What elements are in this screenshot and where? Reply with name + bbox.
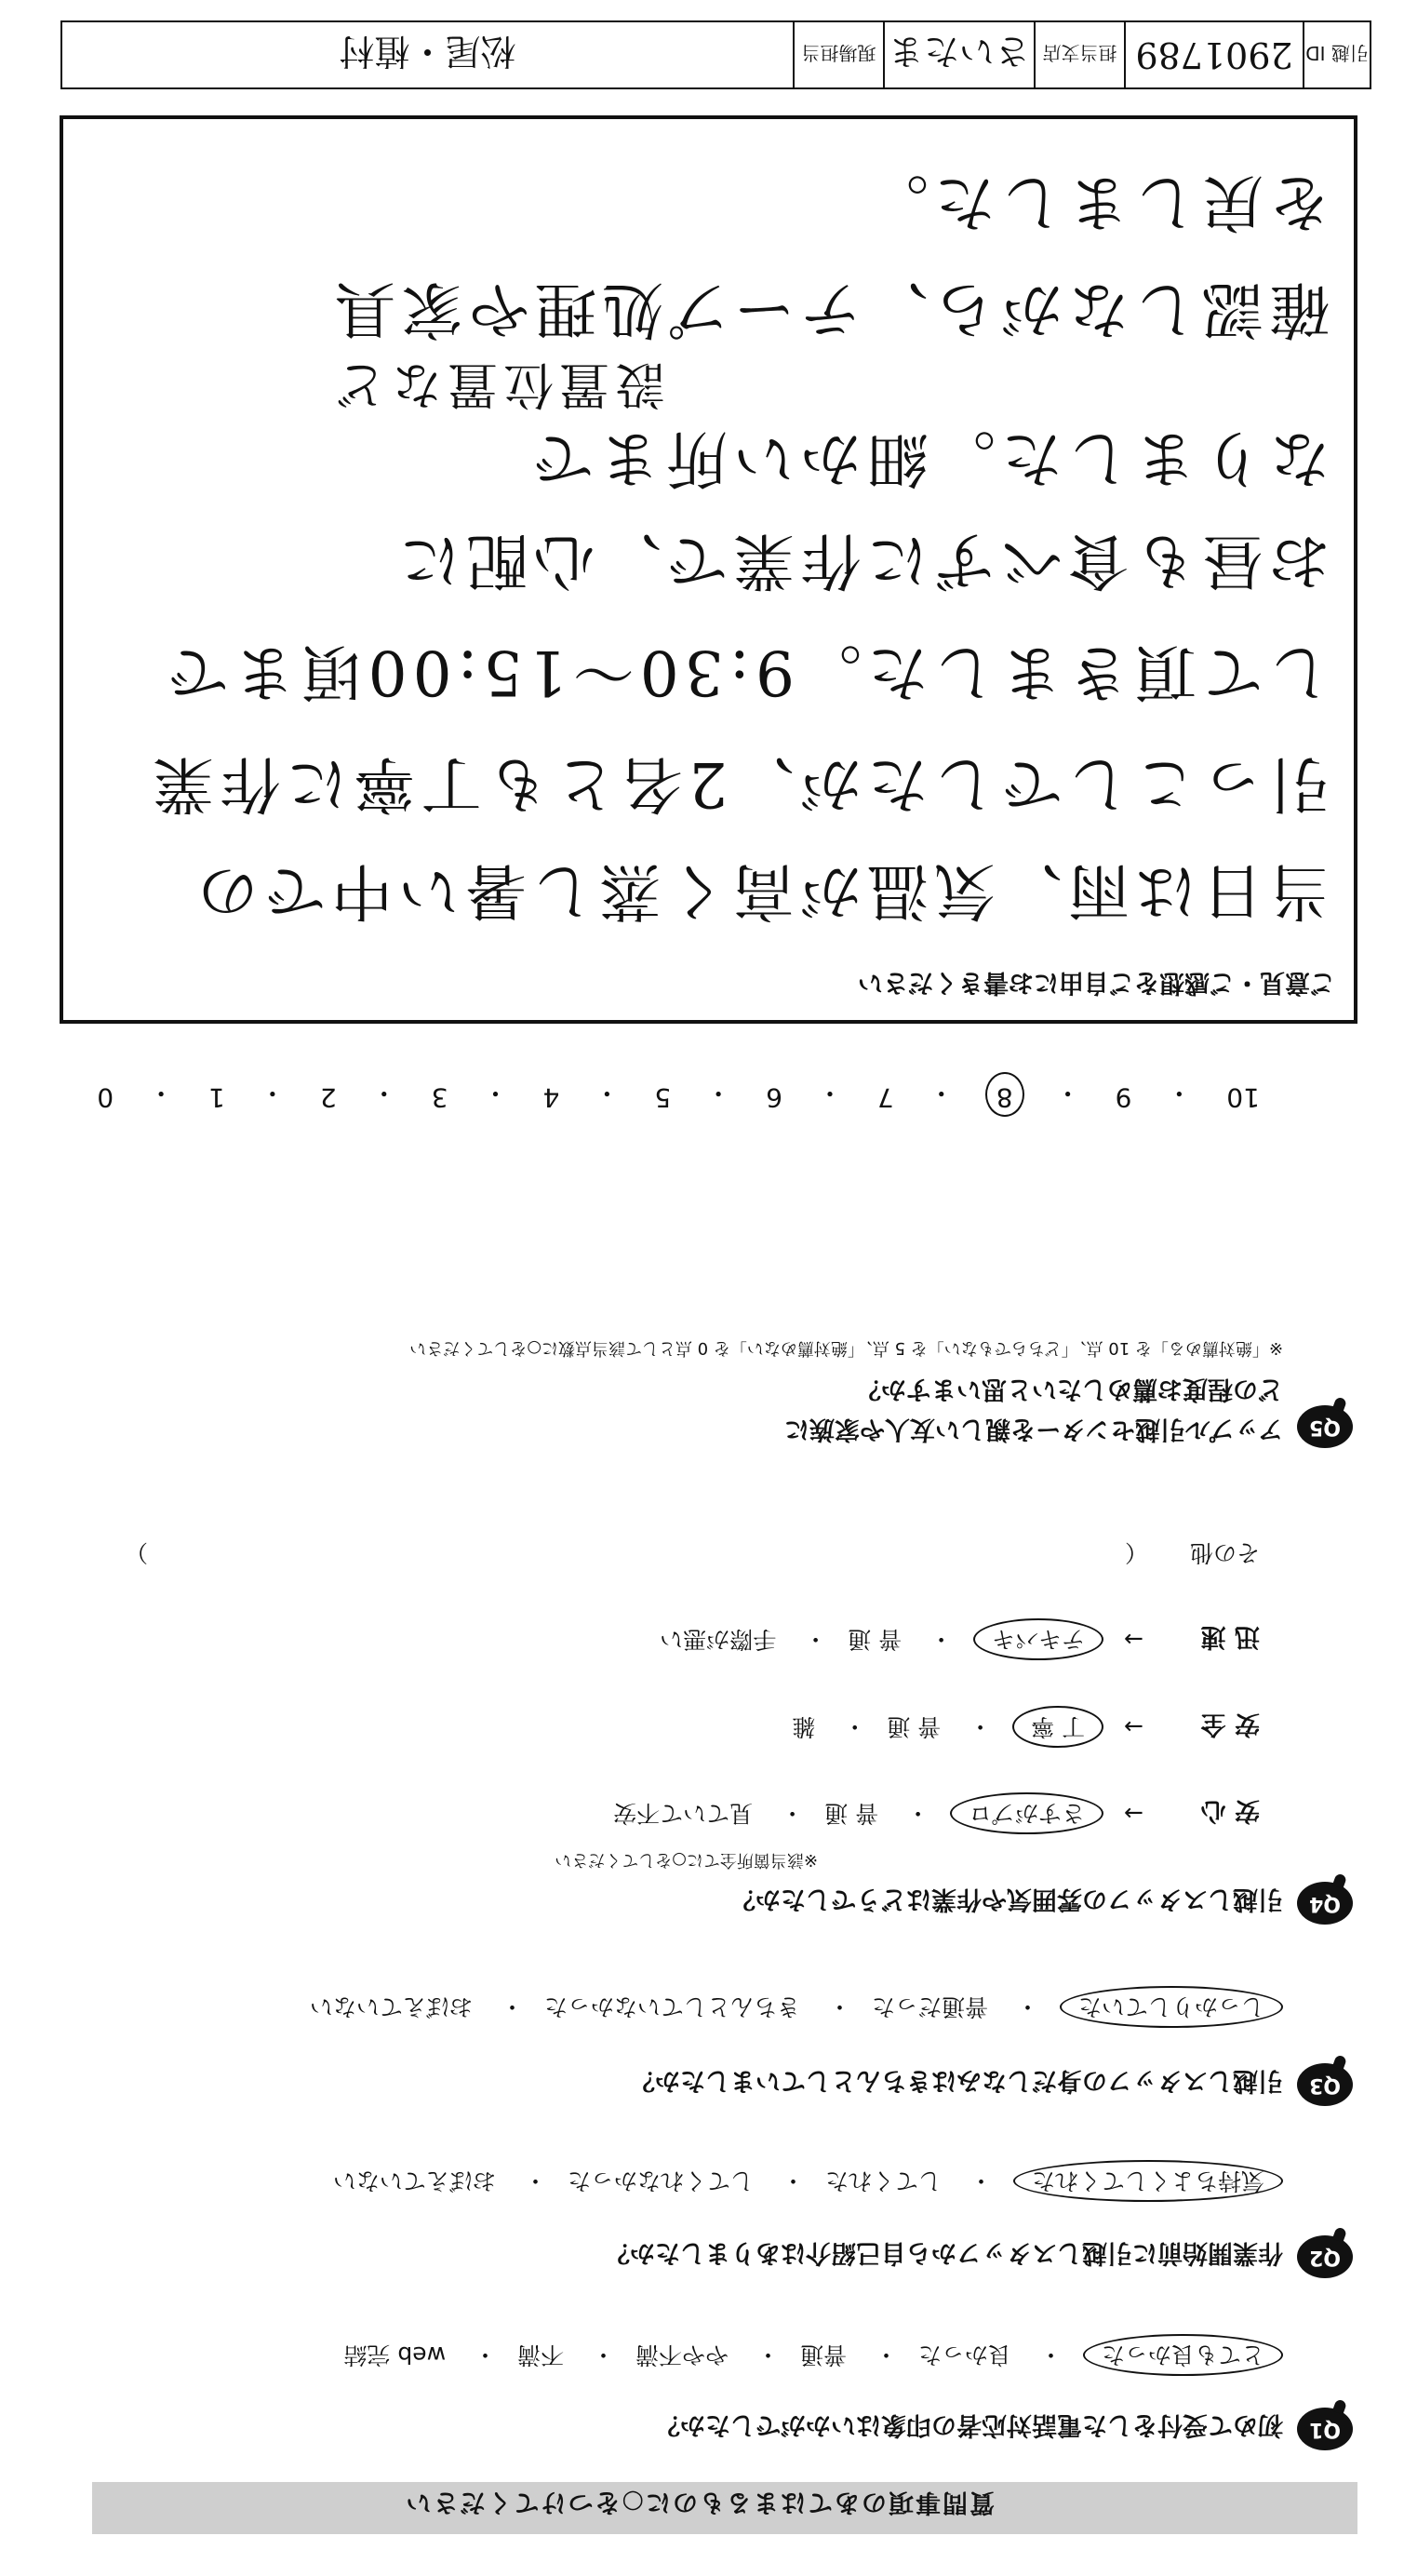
q4-question: 引越しスタッフの雰囲気や作業はどうでしたか？ (730, 1885, 1283, 1913)
q1-option-3[interactable]: 普通 (800, 2341, 848, 2368)
q4-row1-option-1[interactable]: さすがプロ (950, 1792, 1103, 1834)
q5-note: ※「絶対薦める」を 10 点、「どちらでもない」を 5 点、「絶対薦めない」を 0 点として該当点数に○をしてください (409, 1338, 1283, 1358)
arrow-icon: → (1124, 1713, 1143, 1740)
q4-row2-option-1[interactable]: 丁 寧 (1012, 1706, 1103, 1748)
scale-dot: ・ (482, 1078, 509, 1108)
q3-option-1[interactable]: しっかりしていた (1060, 1986, 1283, 2028)
footer-branch-label: 担当支店 (1034, 22, 1124, 87)
scale-4[interactable]: 4 (542, 1082, 560, 1113)
q4-row1-options: → さすがプロ・ 普 通・ 見ていて不安 (613, 1798, 1143, 1831)
q4-row2-label: 安 全 (1200, 1710, 1260, 1738)
q1-option-1[interactable]: とても良かった (1083, 2334, 1283, 2376)
q3-option-4[interactable]: おぼえていない (310, 1993, 474, 2020)
q4-row3-option-3[interactable]: 手際が悪い (660, 1626, 777, 1653)
q5-question-line2: どの程度お薦めしたいと思いますか？ (856, 1375, 1283, 1403)
q4-row3-options: → テキパキ・ 普 通・ 手際が悪い (660, 1624, 1143, 1657)
scale-8-selected[interactable]: 8 (985, 1072, 1024, 1117)
q4-note: ※該当箇所全てに○をしてください (555, 1850, 818, 1870)
scale-10[interactable]: 10 (1226, 1082, 1260, 1113)
q4-other (125, 1537, 1260, 1571)
q4-row2-option-3[interactable]: 雑 (792, 1713, 816, 1740)
comment-line-1: 当日は雨、気温が高く蒸し暑い中での (192, 855, 1330, 927)
comment-line-5: なりました。細かい所まで (527, 423, 1330, 494)
comment-box[interactable] (60, 115, 1357, 1024)
q4-other-open-paren: （ (1124, 1539, 1148, 1566)
arrow-icon: → (1124, 1626, 1143, 1653)
footer-team-value: 松尾・植村 (339, 31, 516, 73)
q2-option-2[interactable]: してくれた (825, 2167, 943, 2194)
instruction-text: 質問事項のあてはまるものに○をつけてください (404, 2488, 995, 2516)
scale-3[interactable]: 3 (431, 1082, 448, 1113)
footer-table (60, 20, 1371, 89)
scale-6[interactable]: 6 (766, 1082, 782, 1113)
q2-option-3[interactable]: してくれなかった (568, 2167, 755, 2194)
q4-badge: Q4 (1297, 1882, 1353, 1925)
q2-options: 気持ちよくしてくれた・ してくれた・ してくれなかった・ おぼえていない (333, 2166, 1283, 2199)
comment-line-2: 引っこしでしたが、2名とも丁寧に作業 (147, 748, 1330, 820)
scale-0[interactable]: 0 (97, 1082, 114, 1113)
q1-option-6[interactable]: web 完結 (343, 2341, 447, 2368)
q1-options: とても良かった・ 良かった・ 普通・ やや不満・ 不満・ web 完結 (343, 2340, 1283, 2373)
scale-dot: ・ (259, 1078, 286, 1108)
scale-dot: ・ (705, 1078, 732, 1108)
footer-id-value: 2901789 (1124, 22, 1303, 87)
scale-5[interactable]: 5 (654, 1082, 672, 1113)
q1-option-2[interactable]: 良かった (918, 2341, 1012, 2368)
q3-question: 引越しスタッフの身だしなみはきちんとしていましたか？ (630, 2066, 1283, 2095)
q3-options: しっかりしていた・ 普通だった・ きちんとしていなかった・ おぼえていない (310, 1992, 1283, 2025)
scale-dot: ・ (816, 1078, 843, 1108)
comment-line-7: を戻しました。 (862, 167, 1330, 238)
instruction-bar (92, 2482, 1357, 2534)
q2-question: 作業開始前に引越しスタッフから自己紹介はありましたか？ (605, 2238, 1283, 2267)
q5-badge: Q5 (1297, 1405, 1353, 1448)
q4-row1-label: 安 心 (1200, 1796, 1260, 1825)
q3-badge: Q3 (1297, 2063, 1353, 2106)
scale-7[interactable]: 7 (876, 1082, 894, 1113)
q2-option-4[interactable]: おぼえていない (333, 2167, 497, 2194)
comment-title: ご意見・ご感想をご自由にお書きください (858, 968, 1335, 997)
q1-question: 初めて受付をした電話対応者の印象はいかがでしたか？ (655, 2410, 1283, 2439)
scale-dot: ・ (370, 1078, 397, 1108)
q4-row1-option-2[interactable]: 普 通 (824, 1800, 879, 1827)
q2-badge: Q2 (1297, 2235, 1353, 2278)
q1-option-4[interactable]: やや不満 (635, 2341, 729, 2368)
q5-scale (97, 1076, 1260, 1113)
comment-insert: 設置位置など (330, 356, 665, 414)
q4-row3-option-1[interactable]: テキパキ (973, 1618, 1103, 1660)
scale-dot: ・ (928, 1078, 955, 1108)
arrow-icon: → (1124, 1800, 1143, 1827)
q4-row2-options: → 丁 寧・ 普 通・ 雑 (792, 1711, 1143, 1745)
scale-2[interactable]: 2 (319, 1082, 337, 1113)
q5-question-line1: アップル引越センターを親しい友人や家族に (784, 1415, 1283, 1443)
scale-dot: ・ (148, 1078, 175, 1108)
q4-row3-label: 迅 速 (1200, 1622, 1260, 1651)
q4-row2-option-2[interactable]: 普 通 (887, 1713, 942, 1740)
scale-dot: ・ (1166, 1078, 1193, 1108)
comment-line-3: して頂きました。9:30〜15:00頃まで (161, 637, 1330, 708)
footer-id-label: 引越 ID (1303, 22, 1370, 87)
q1-badge: Q1 (1297, 2408, 1353, 2450)
q3-option-2[interactable]: 普通だった (872, 1993, 989, 2020)
q3-option-3[interactable]: きちんとしていなかった (544, 1993, 801, 2020)
scale-9[interactable]: 9 (1115, 1082, 1132, 1113)
q4-other-close-paren: ） (125, 1539, 149, 1566)
footer-team-label: 現場担当 (793, 22, 883, 87)
q2-option-1[interactable]: 気持ちよくしてくれた (1013, 2160, 1283, 2202)
footer-branch-value: さいたま (883, 22, 1034, 87)
q1-option-5[interactable]: 不満 (517, 2341, 565, 2368)
scale-dot: ・ (1054, 1078, 1081, 1108)
q4-row3-option-2[interactable]: 普 通 (848, 1626, 903, 1653)
q4-other-label: その他 (1189, 1539, 1260, 1566)
scale-dot: ・ (594, 1078, 621, 1108)
q4-row1-option-3[interactable]: 見ていて不安 (613, 1800, 754, 1827)
scale-1[interactable]: 1 (208, 1082, 225, 1113)
comment-line-6: 確認しながら、テープ処理や家具 (328, 274, 1330, 345)
comment-line-4: お昼も食べずに作業で、心配に (394, 525, 1330, 597)
